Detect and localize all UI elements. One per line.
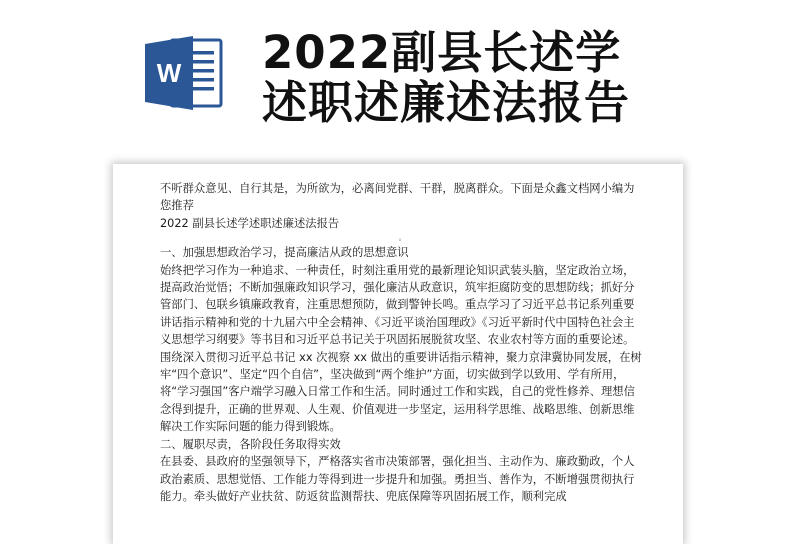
separator-dot: 。 bbox=[398, 233, 407, 243]
document-title-line: 2022 副县长述学述职述廉述法报告 bbox=[160, 216, 340, 230]
title-line-2: 述职述廉述法报告 bbox=[262, 76, 631, 129]
section-heading-1: 一、加强思想政治学习，提高廉洁从政的思想意识 bbox=[160, 246, 409, 260]
section-heading-2: 二、履职尽责，各阶段任务取得实效 bbox=[160, 437, 341, 451]
page-title bbox=[262, 28, 630, 128]
intro-paragraph: 不听群众意见、自行其是，为所欲为，必离间党群、干群，脱离群众。下面是众鑫文档网小编为您推荐 bbox=[160, 182, 635, 213]
document-body bbox=[160, 180, 645, 505]
word-document-icon bbox=[143, 34, 225, 112]
body-paragraph-1: 始终把学习作为一种追求、一种责任，时刻注重用党的最新理论知识武装头脑，坚定政治立场，提高政治觉悟；不断加强廉政知识学习，强化廉洁从政意识，筑牢拒腐防变的思想防线；抓好分管部门、包联乡镇廉政教育，注重思想预防，做到警钟长鸣。重点学习了习近平总书记系列重要讲话指示精神和党的十九届六中全会精神、《习近平谈治国理政》《习近平新时代中国特色社会主义思想学习纲要》等书目和习近平总书记关于巩固拓展脱贫攻坚、农业农村等方面的重要论述。围绕深入贯彻习近平总书记 xx 次视察 xx 做出的重要讲话指示精神，聚力京津冀协同发展，在树牢“四个意识”、坚定“四个自信”，坚决做到“两个维护”方面，切实做到学以致用、学有所用，将“学习强国”客户端学习融入日常工作和生活。同时通过工作和实践，自己的党性修养、理想信念得到提升，正确的世界观、人生观、价值观进一步坚定，运用科学思维、战略思维、创新思维解决工作实际问题的能力得到锻炼。 bbox=[160, 263, 642, 434]
body-paragraph-2: 在县委、县政府的坚强领导下，严格落实省市决策部署，强化担当、主动作为、廉政勤政，个人政治素质、思想觉悟、工作能力等得到进一步提升和加强。勇担当、善作为，不断增强贯彻执行能力。牵头做好产业扶贫、防返贫监测帮扶、兜底保障等巩固拓展工作，顺利完成 bbox=[160, 455, 635, 503]
document-page-preview bbox=[113, 164, 683, 544]
title-line-1: 2022副县长述学 bbox=[262, 26, 622, 79]
header-banner bbox=[0, 0, 800, 150]
word-icon-letter: W bbox=[156, 58, 182, 88]
